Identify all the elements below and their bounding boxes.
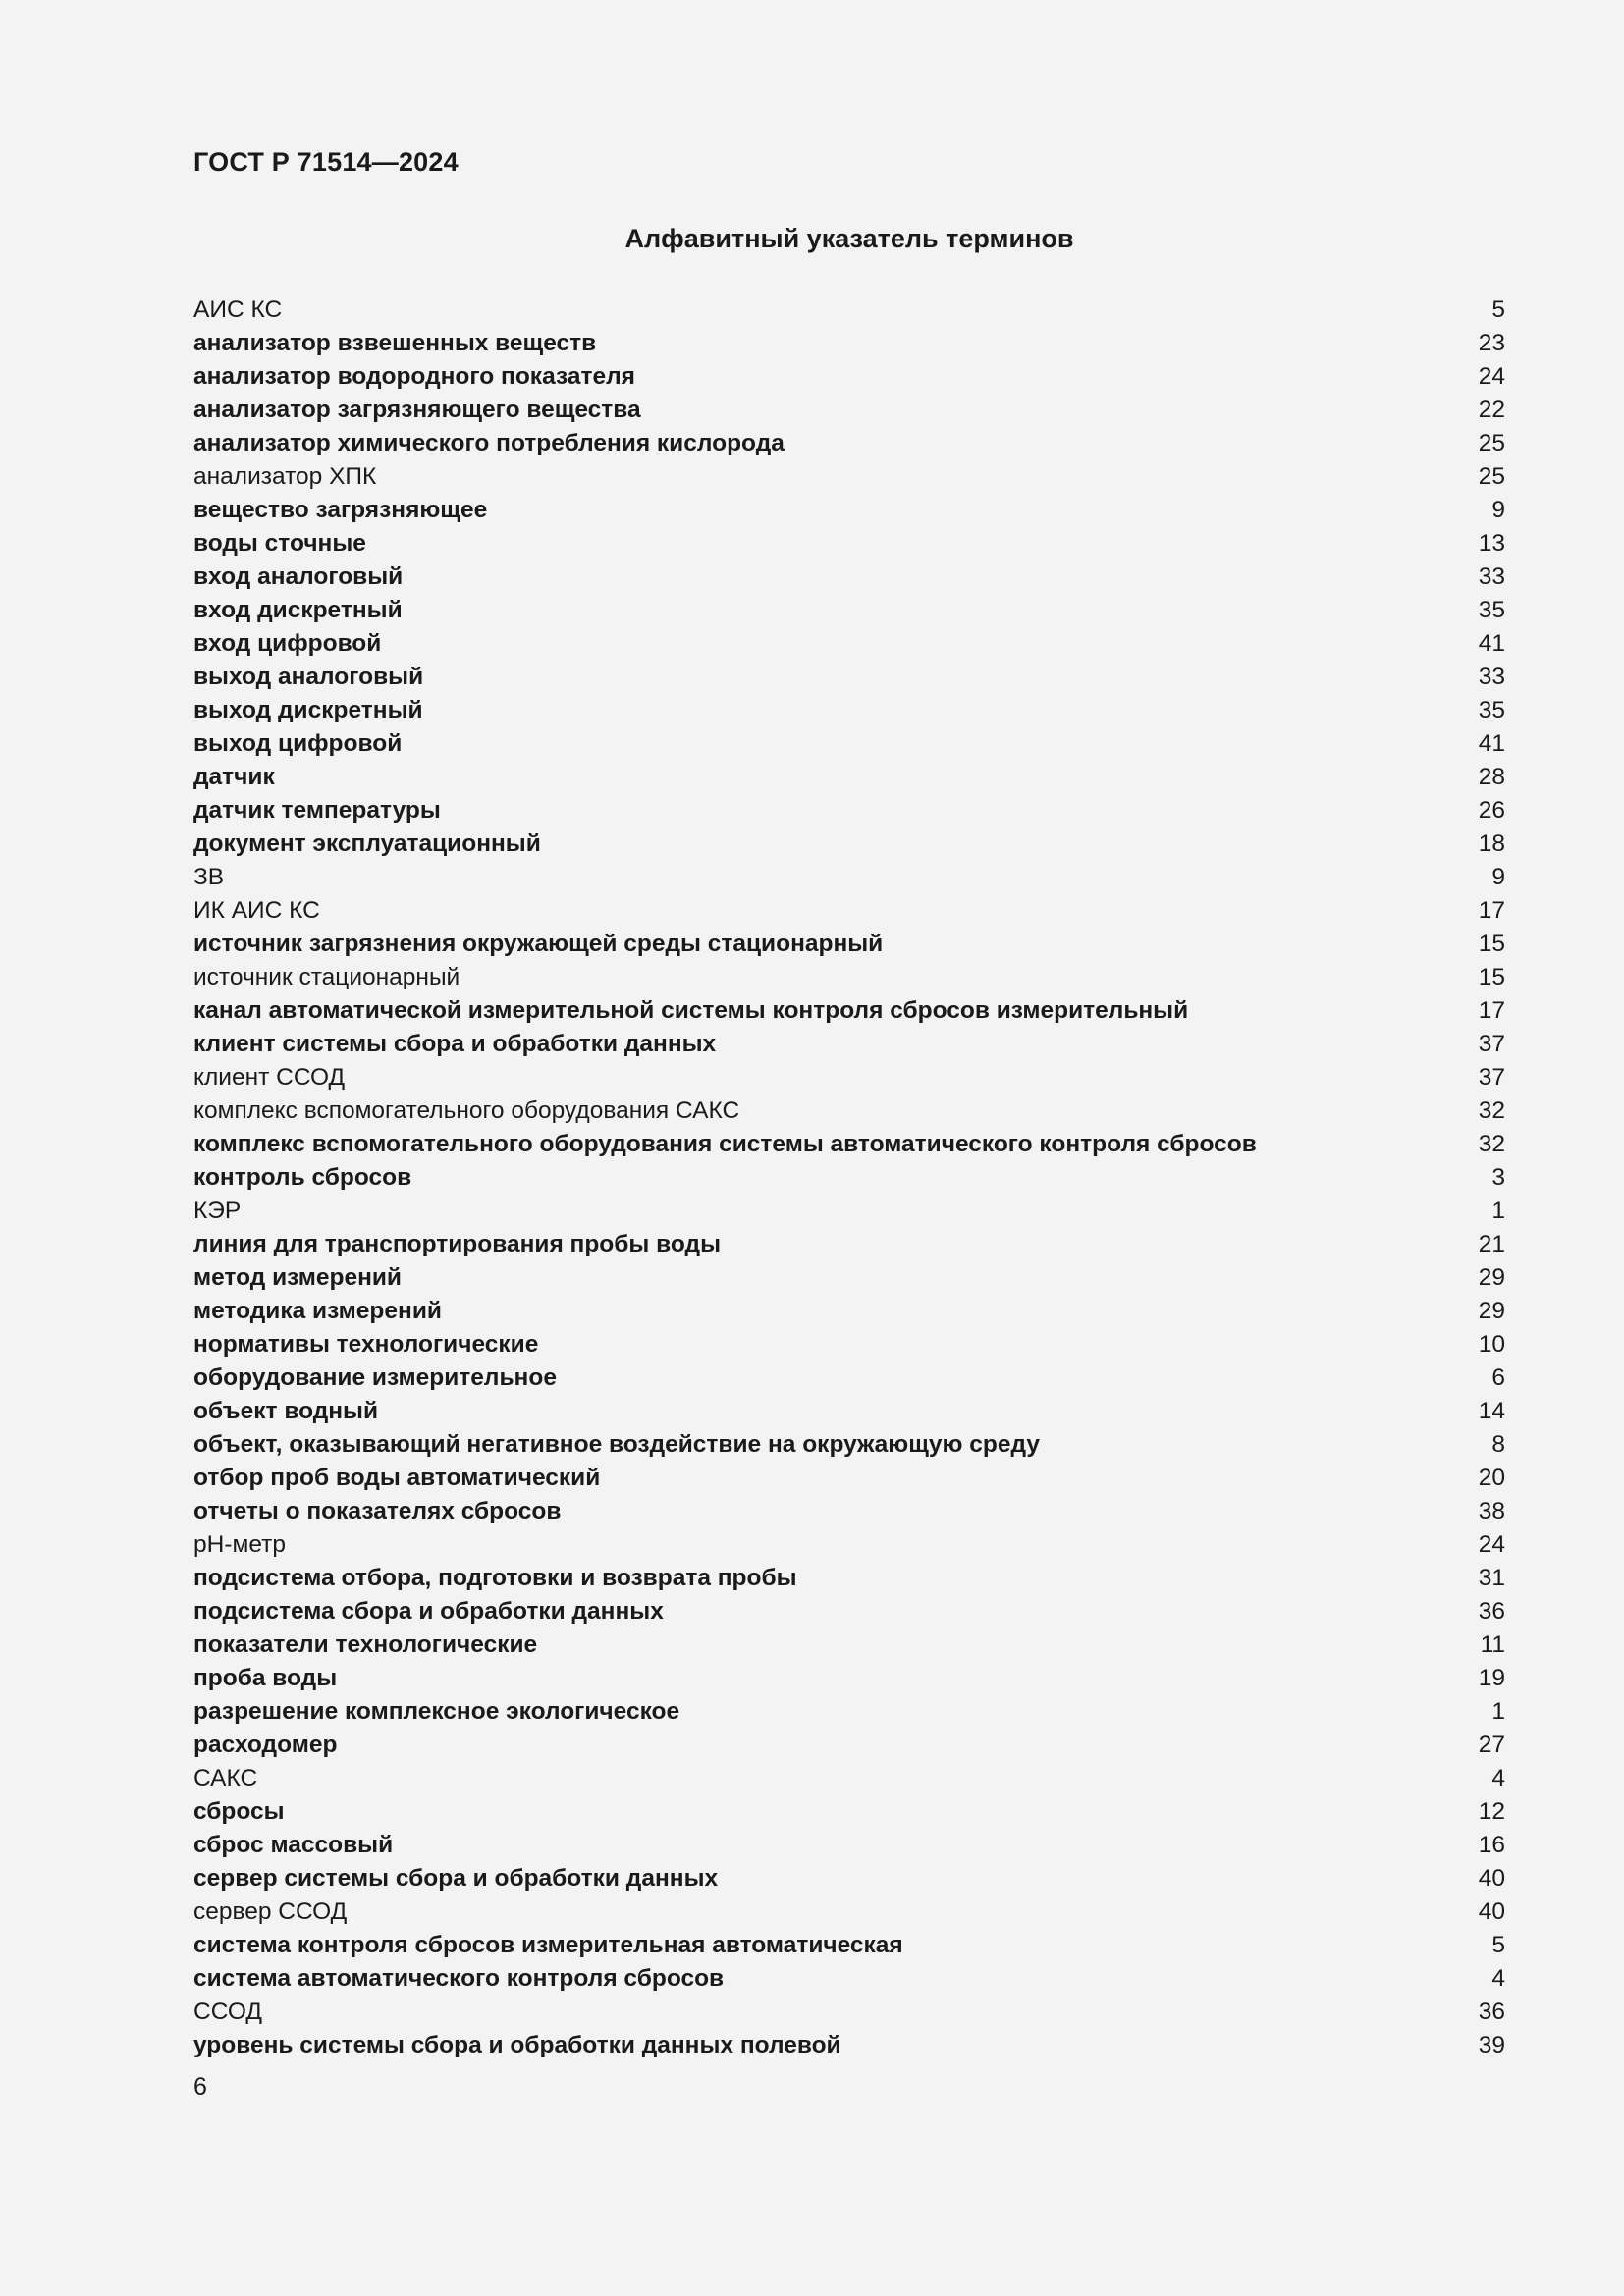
index-entry bbox=[193, 928, 1505, 961]
index-page-ref: 25 bbox=[1478, 463, 1505, 490]
index-page-ref: 16 bbox=[1478, 1832, 1505, 1858]
index-term: оборудование измерительное bbox=[193, 1364, 557, 1391]
index-term: клиент системы сбора и обработки данных bbox=[193, 1031, 717, 1057]
index-term: разрешение комплексное экологическое bbox=[193, 1698, 680, 1725]
index-page-ref: 12 bbox=[1478, 1798, 1505, 1825]
index-entry bbox=[193, 694, 1505, 727]
index-entry bbox=[193, 1829, 1505, 1862]
index-term: датчик температуры bbox=[193, 797, 441, 824]
index-entry bbox=[193, 327, 1505, 360]
index-page-ref: 39 bbox=[1478, 2032, 1505, 2058]
index-page-ref: 38 bbox=[1478, 1498, 1505, 1524]
index-entry bbox=[193, 661, 1505, 694]
index-term: ССОД bbox=[193, 1999, 262, 2025]
index-entry bbox=[193, 360, 1505, 394]
index-page-ref: 4 bbox=[1491, 1765, 1505, 1791]
index-term: комплекс вспомогательного оборудования САКС bbox=[193, 1097, 740, 1124]
index-page-ref: 24 bbox=[1478, 1531, 1505, 1558]
index-page-ref: 17 bbox=[1478, 997, 1505, 1024]
index-term: показатели технологические bbox=[193, 1631, 538, 1658]
index-term: метод измерений bbox=[193, 1264, 402, 1291]
index-entry bbox=[193, 1762, 1505, 1795]
index-entry bbox=[193, 994, 1505, 1028]
index-page-ref: 35 bbox=[1478, 697, 1505, 723]
index-entry bbox=[193, 761, 1505, 794]
index-term: источник загрязнения окружающей среды стационарный bbox=[193, 931, 884, 957]
index-page-ref: 18 bbox=[1478, 830, 1505, 857]
index-page-ref: 36 bbox=[1478, 1999, 1505, 2025]
index-page-ref: 41 bbox=[1478, 730, 1505, 757]
index-page-ref: 32 bbox=[1478, 1097, 1505, 1124]
index-term: система автоматического контроля сбросов bbox=[193, 1965, 725, 1992]
index-term: выход дискретный bbox=[193, 697, 423, 723]
index-term: система контроля сбросов измерительная автоматическая bbox=[193, 1932, 903, 1958]
index-page-ref: 15 bbox=[1478, 964, 1505, 990]
index-entry bbox=[193, 1428, 1505, 1462]
index-page-ref: 33 bbox=[1478, 664, 1505, 690]
index-entry bbox=[193, 1996, 1505, 2029]
index-term: анализатор взвешенных веществ bbox=[193, 330, 597, 356]
index-term: отбор проб воды автоматический bbox=[193, 1465, 601, 1491]
index-term: анализатор водородного показателя bbox=[193, 363, 635, 390]
index-entry bbox=[193, 1295, 1505, 1328]
index-page-ref: 13 bbox=[1478, 530, 1505, 557]
index-entry bbox=[193, 1595, 1505, 1629]
index-entry bbox=[193, 1896, 1505, 1929]
index-term: клиент ССОД bbox=[193, 1064, 346, 1091]
index-page-ref: 19 bbox=[1478, 1665, 1505, 1691]
index-term: расходомер bbox=[193, 1732, 338, 1758]
index-term: подсистема отбора, подготовки и возврата пробы bbox=[193, 1565, 797, 1591]
index-term: ИК АИС КС bbox=[193, 897, 320, 924]
index-page-ref: 41 bbox=[1478, 630, 1505, 657]
index-entry bbox=[193, 727, 1505, 761]
index-entry bbox=[193, 1962, 1505, 1996]
index-entry bbox=[193, 1028, 1505, 1061]
index-entry bbox=[193, 527, 1505, 561]
index-term: источник стационарный bbox=[193, 964, 460, 990]
index-page-ref: 22 bbox=[1478, 397, 1505, 423]
index-term: вход цифровой bbox=[193, 630, 382, 657]
index-page-ref: 1 bbox=[1491, 1698, 1505, 1725]
index-entry bbox=[193, 894, 1505, 928]
index-page-ref: 10 bbox=[1478, 1331, 1505, 1358]
document-code: ГОСТ Р 71514—2024 bbox=[193, 147, 459, 177]
index-entry bbox=[193, 1061, 1505, 1095]
index-entry bbox=[193, 1362, 1505, 1395]
index-entry bbox=[193, 594, 1505, 627]
index-entry bbox=[193, 427, 1505, 460]
index-page-ref: 27 bbox=[1478, 1732, 1505, 1758]
index-entry bbox=[193, 828, 1505, 861]
index-term: САКС bbox=[193, 1765, 258, 1791]
index-entry bbox=[193, 1528, 1505, 1562]
index-term: объект, оказывающий негативное воздействие на окружающую среду bbox=[193, 1431, 1040, 1458]
index-term: нормативы технологические bbox=[193, 1331, 539, 1358]
index-term: линия для транспортирования пробы воды bbox=[193, 1231, 721, 1257]
index-term: канал автоматической измерительной системы контроля сбросов измерительный bbox=[193, 997, 1189, 1024]
index-term: сбросы bbox=[193, 1798, 285, 1825]
index-term: документ эксплуатационный bbox=[193, 830, 541, 857]
index-entry bbox=[193, 1662, 1505, 1695]
index-page-ref: 33 bbox=[1478, 563, 1505, 590]
index-term: подсистема сбора и обработки данных bbox=[193, 1598, 664, 1625]
index-page-ref: 26 bbox=[1478, 797, 1505, 824]
index-term: воды сточные bbox=[193, 530, 366, 557]
index-term: выход цифровой bbox=[193, 730, 403, 757]
index-page-ref: 24 bbox=[1478, 363, 1505, 390]
index-term: сервер ССОД bbox=[193, 1898, 348, 1925]
index-entry bbox=[193, 2029, 1505, 2062]
index-entry bbox=[193, 460, 1505, 494]
index-page-ref: 5 bbox=[1491, 296, 1505, 323]
index-term: сброс массовый bbox=[193, 1832, 394, 1858]
index-page-ref: 40 bbox=[1478, 1865, 1505, 1892]
index-entry bbox=[193, 1729, 1505, 1762]
term-index-list bbox=[193, 294, 1505, 2062]
index-entry bbox=[193, 1161, 1505, 1195]
index-entry bbox=[193, 1629, 1505, 1662]
index-entry bbox=[193, 1462, 1505, 1495]
index-title: Алфавитный указатель терминов bbox=[624, 224, 1074, 253]
index-page-ref: 1 bbox=[1491, 1198, 1505, 1224]
index-page-ref: 25 bbox=[1478, 430, 1505, 456]
index-entry bbox=[193, 1328, 1505, 1362]
index-term: проба воды bbox=[193, 1665, 338, 1691]
index-term: вход аналоговый bbox=[193, 563, 404, 590]
index-entry bbox=[193, 1195, 1505, 1228]
page-number: 6 bbox=[193, 2073, 207, 2101]
index-page-ref: 35 bbox=[1478, 597, 1505, 623]
index-page-ref: 3 bbox=[1491, 1164, 1505, 1191]
index-entry bbox=[193, 1929, 1505, 1962]
index-entry bbox=[193, 961, 1505, 994]
index-page-ref: 36 bbox=[1478, 1598, 1505, 1625]
index-entry bbox=[193, 1128, 1505, 1161]
index-term: анализатор загрязняющего вещества bbox=[193, 397, 641, 423]
index-entry bbox=[193, 561, 1505, 594]
index-entry bbox=[193, 294, 1505, 327]
index-entry bbox=[193, 1095, 1505, 1128]
index-page-ref: 9 bbox=[1491, 864, 1505, 890]
index-term: анализатор химического потребления кислорода bbox=[193, 430, 785, 456]
index-page-ref: 5 bbox=[1491, 1932, 1505, 1958]
index-page-ref: 14 bbox=[1478, 1398, 1505, 1424]
index-term: методика измерений bbox=[193, 1298, 442, 1324]
index-term: комплекс вспомогательного оборудования системы автоматического контроля сбросов bbox=[193, 1131, 1257, 1157]
index-entry bbox=[193, 861, 1505, 894]
index-entry bbox=[193, 1862, 1505, 1896]
index-entry bbox=[193, 1495, 1505, 1528]
index-page-ref: 4 bbox=[1491, 1965, 1505, 1992]
index-page-ref: 11 bbox=[1480, 1631, 1505, 1658]
index-page-ref: 37 bbox=[1478, 1064, 1505, 1091]
index-page-ref: 6 bbox=[1491, 1364, 1505, 1391]
index-page-ref: 21 bbox=[1478, 1231, 1505, 1257]
index-page-ref: 15 bbox=[1478, 931, 1505, 957]
index-entry bbox=[193, 794, 1505, 828]
index-entry bbox=[193, 627, 1505, 661]
index-page-ref: 23 bbox=[1478, 330, 1505, 356]
index-entry bbox=[193, 1261, 1505, 1295]
index-entry bbox=[193, 1395, 1505, 1428]
index-term: сервер системы сбора и обработки данных bbox=[193, 1865, 719, 1892]
index-term: АИС КС bbox=[193, 296, 283, 323]
index-term: ЗВ bbox=[193, 864, 225, 890]
index-term: вещество загрязняющее bbox=[193, 497, 488, 523]
index-entry bbox=[193, 494, 1505, 527]
index-term: выход аналоговый bbox=[193, 664, 424, 690]
index-page-ref: 37 bbox=[1478, 1031, 1505, 1057]
index-term: КЭР bbox=[193, 1198, 242, 1224]
index-page-ref: 9 bbox=[1491, 497, 1505, 523]
index-entry bbox=[193, 1228, 1505, 1261]
index-entry bbox=[193, 1695, 1505, 1729]
index-term: контроль сбросов bbox=[193, 1164, 412, 1191]
index-term: анализатор ХПК bbox=[193, 463, 377, 490]
index-page-ref: 8 bbox=[1491, 1431, 1505, 1458]
index-entry bbox=[193, 1562, 1505, 1595]
index-entry bbox=[193, 1795, 1505, 1829]
index-page-ref: 29 bbox=[1478, 1298, 1505, 1324]
index-term: вход дискретный bbox=[193, 597, 403, 623]
index-term: датчик bbox=[193, 764, 275, 790]
index-term: рН-метр bbox=[193, 1531, 286, 1558]
index-term: уровень системы сбора и обработки данных полевой bbox=[193, 2032, 841, 2058]
index-page-ref: 31 bbox=[1478, 1565, 1505, 1591]
index-page-ref: 32 bbox=[1478, 1131, 1505, 1157]
index-page-ref: 20 bbox=[1478, 1465, 1505, 1491]
index-page-ref: 40 bbox=[1478, 1898, 1505, 1925]
index-page-ref: 28 bbox=[1478, 764, 1505, 790]
index-term: объект водный bbox=[193, 1398, 379, 1424]
index-entry bbox=[193, 394, 1505, 427]
index-page-ref: 17 bbox=[1478, 897, 1505, 924]
index-term: отчеты о показателях сбросов bbox=[193, 1498, 562, 1524]
index-page-ref: 29 bbox=[1478, 1264, 1505, 1291]
